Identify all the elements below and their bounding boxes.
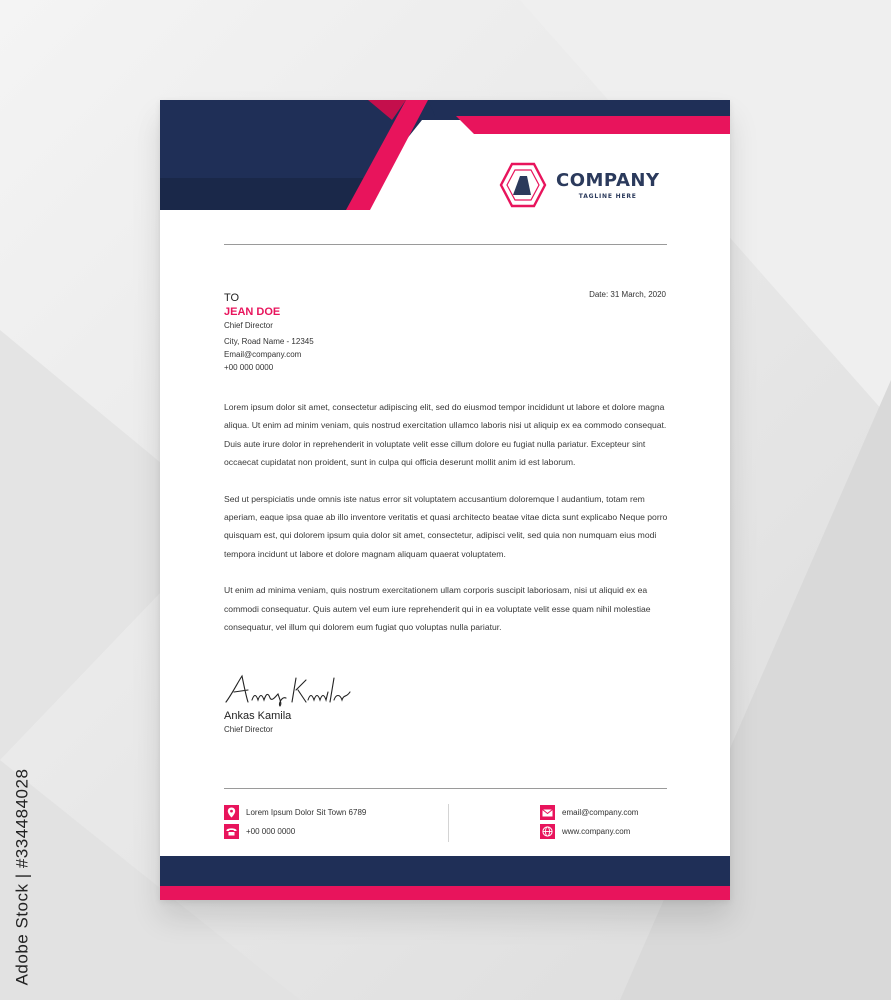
footer-band — [160, 856, 730, 900]
signer-name: Ankas Kamila — [224, 710, 292, 722]
telephone-icon — [224, 824, 239, 839]
footer-band-pink — [160, 886, 730, 900]
location-pin-icon — [224, 805, 239, 820]
footer-column-divider — [448, 804, 449, 842]
company-tagline: TAGLINE HERE — [578, 192, 637, 200]
footer-address — [224, 805, 366, 820]
footer-address-text: Lorem Ipsum Dolor Sit Town 6789 — [246, 808, 367, 817]
footer-divider — [224, 788, 667, 789]
stock-id-watermark: Adobe Stock | #334484028 — [12, 768, 31, 986]
recipient-block — [224, 291, 314, 374]
handwritten-signature — [222, 672, 352, 708]
globe-icon — [540, 824, 555, 839]
recipient-title: Chief Director — [224, 321, 273, 330]
footer-email — [540, 805, 638, 820]
footer-website-text[interactable]: www.company.com — [562, 827, 631, 836]
to-label: TO — [224, 292, 240, 304]
signer-title: Chief Director — [224, 725, 273, 734]
recipient-phone: +00 000 0000 — [224, 363, 274, 372]
letter-date: Date: 31 March, 2020 — [589, 290, 666, 299]
footer-email-text[interactable]: email@company.com — [562, 808, 639, 817]
header-divider — [224, 244, 667, 245]
signer-block — [224, 709, 291, 736]
recipient-address: City, Road Name - 12345 — [224, 337, 314, 346]
company-name: COMPANY — [556, 169, 660, 191]
hexagon-logo-icon — [498, 162, 548, 208]
footer-website — [540, 824, 630, 839]
recipient-email: Email@company.com — [224, 350, 302, 359]
letter-body — [224, 398, 674, 654]
footer-band-navy — [160, 856, 730, 886]
letterhead-page — [160, 100, 730, 900]
footer-phone-text: +00 000 0000 — [246, 827, 296, 836]
envelope-icon — [540, 805, 555, 820]
company-logo — [498, 162, 660, 208]
recipient-name: JEAN DOE — [224, 306, 281, 318]
body-paragraph-2: Sed ut perspiciatis unde omnis iste natus error sit voluptatem accusantium doloremque l audantium, totam rem aperiam, eaque ipsa quae ab illo inventore veritatis et quasi architecto beatae vitae dicta sunt explicabo Neque porro quisquam est, qui dolorem ipsum quia dolor sit amet, consectetur, adipisci velit, sed quia non numquam eius modi tempora incidunt ut labore et dolore magnam aliquam quaerat voluptatem. — [224, 493, 668, 559]
body-paragraph-3: Ut enim ad minima veniam, quis nostrum exercitationem ullam corporis suscipit laboriosam, nisi ut aliquid ex ea commodi consequatur. Quis autem vel eum iure reprehenderit qui in ea voluptate velit esse quam nihil molestiae consequatur, vel illum qui dolorem eum fugiat quo voluptas nulla pariatur. — [224, 585, 651, 633]
body-paragraph-1: Lorem ipsum dolor sit amet, consectetur adipiscing elit, sed do eiusmod tempor incididunt ut labore et dolore magna aliqua. Ut enim ad minim veniam, quis nostrud exercitation ullamco laboris nisi ut aliquip ex ea commodo consequat. Duis aute irure dolor in reprehenderit in voluptate velit esse cillum dolore eu fugiat nulla pariatur. Excepteur sint occaecat cupidatat non proident, sunt in culpa qui officia deserunt mollit anim id est laborum. — [224, 402, 667, 468]
footer-phone — [224, 824, 295, 839]
